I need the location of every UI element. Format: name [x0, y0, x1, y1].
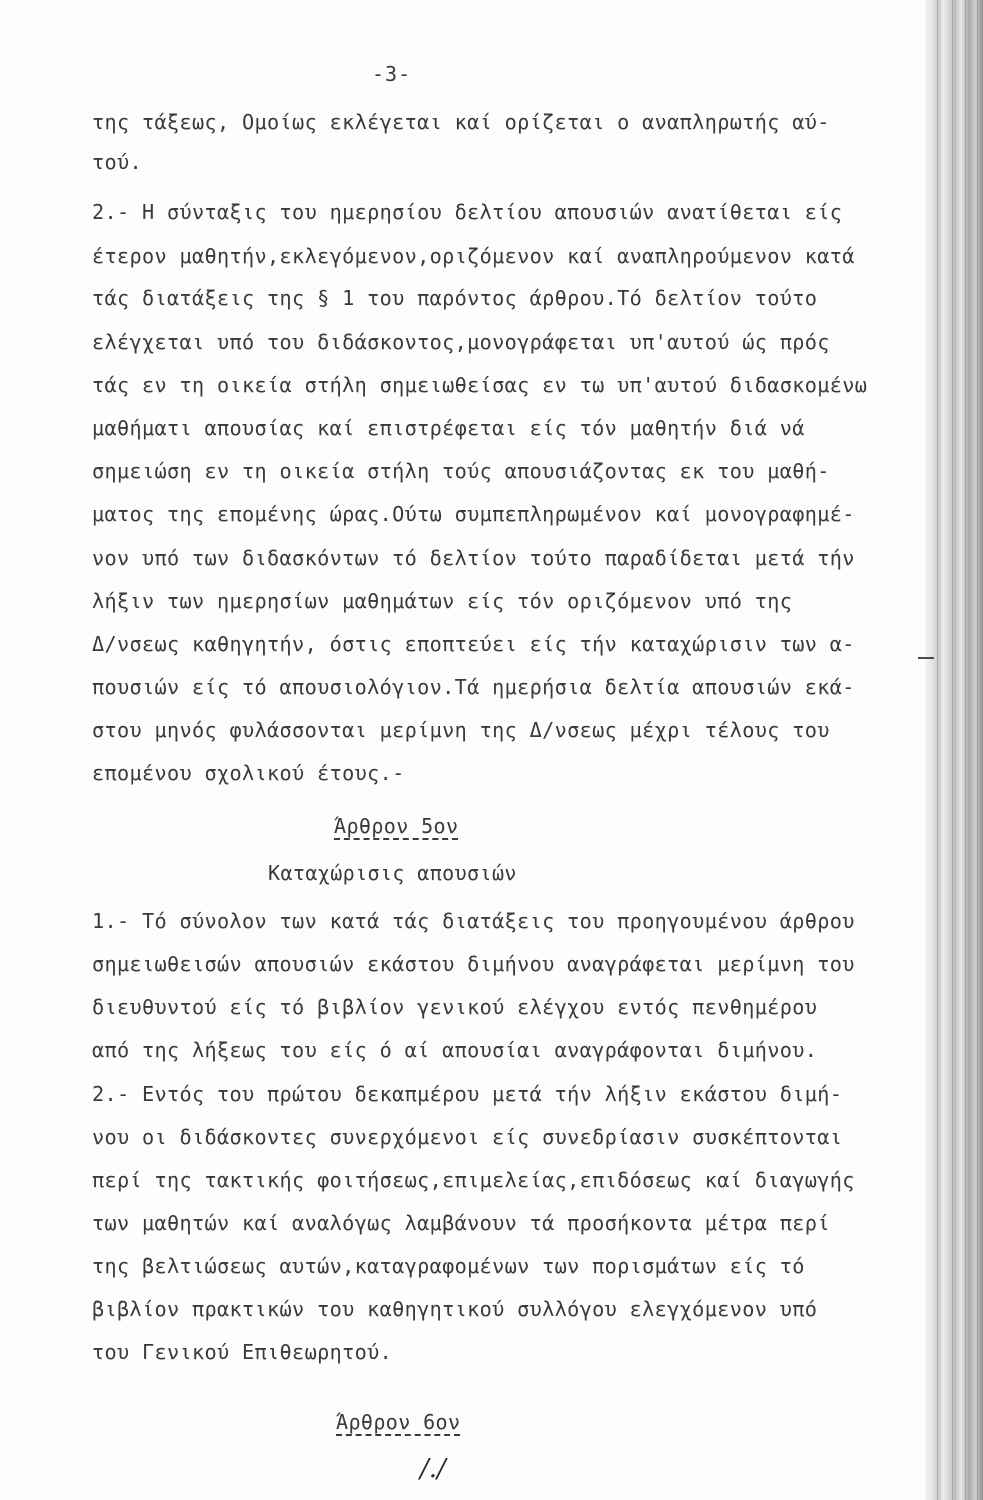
text-line: της βελτιώσεως αυτών,καταγραφομένων των πορισμάτων είς τό [92, 1254, 805, 1278]
text-line: σημειωθεισών απουσιών εκάστου διμήνου αναγράφεται μερίμνη του [92, 952, 855, 976]
binding-line [952, 0, 953, 1500]
text-line: 1.- Τό σύνολον των κατά τάς διατάξεις του προηγουμένου άρθρου [92, 909, 855, 933]
binding-line [977, 0, 978, 1500]
binding-line [937, 0, 938, 1500]
text-line: περί της τακτικής φοιτήσεως,επιμελείας,επιδόσεως καί διαγωγής [92, 1168, 855, 1192]
text-line: σημειώση εν τη οικεία στήλη τούς απουσιάζοντας εκ του μαθή- [92, 459, 830, 483]
text-line: έτερον μαθητήν,εκλεγόμενον,οριζόμενον καί αναπληρούμενον κατά [92, 244, 855, 268]
text-line: βιβλίον πρακτικών του καθηγητικού συλλόγου ελεγχόμενον υπό [92, 1297, 818, 1321]
text-line: νου οι διδάσκοντες συνερχόμενοι είς συνεδρίασιν συσκέπτονται [92, 1125, 843, 1149]
text-line: ελέγχεται υπό του διδάσκοντος,μονογράφεται υπ'αυτού ώς πρός [92, 330, 830, 354]
text-line: ματος της επομένης ώρας.Ούτω συμπεπληρωμένον καί μονογραφημέ- [92, 502, 855, 526]
binding-edge [925, 0, 983, 1500]
text-line: επομένου σχολικού έτους.- [92, 761, 405, 785]
article-5-heading: Άρθρον 5ον [334, 814, 459, 838]
text-line: 2.- Εντός του πρώτου δεκαπμέρου μετά τήν λήξιν εκάστου διμή- [92, 1082, 843, 1106]
text-line: τάς διατάξεις της § 1 του παρόντος άρθρου.Τό δελτίον τούτο [92, 286, 818, 310]
text-line: λήξιν των ημερησίων μαθημάτων είς τόν οριζόμενον υπό της [92, 589, 793, 613]
text-line: μαθήματι απουσίας καί επιστρέφεται είς τόν μαθητήν διά νά [92, 416, 805, 440]
page-number: -3- [372, 62, 412, 86]
text-line: διευθυντού είς τό βιβλίον γενικού ελέγχου εντός πενθημέρου [92, 995, 818, 1019]
article-6-heading: Άρθρον 6ον [336, 1410, 461, 1434]
text-line: Δ/νσεως καθηγητήν, όστις εποπτεύει είς τήν καταχώρισιν των α- [92, 632, 855, 656]
text-line: των μαθητών καί αναλόγως λαμβάνουν τά προσήκοντα μέτρα περί [92, 1211, 830, 1235]
text-line: τάς εν τη οικεία στήλη σημειωθείσας εν τω υπ'αυτού διδασκομένω [92, 373, 868, 397]
binding-line [965, 0, 966, 1500]
footer-mark: /./ [420, 1454, 446, 1484]
text-line: του Γενικού Επιθεωρητού. [92, 1340, 393, 1364]
body-text [92, 0, 912, 1500]
text-line: πουσιών είς τό απουσιολόγιον.Τά ημερήσια δελτία απουσιών εκά- [92, 675, 855, 699]
text-line: 2.- Η σύνταξις του ημερησίου δελτίου απουσιών ανατίθεται είς [92, 200, 843, 224]
text-line: της τάξεως, Ομοίως εκλέγεται καί ορίζεται ο αναπληρωτής αύ- [92, 110, 830, 134]
article-5-subheading: Καταχώρισις απουσιών [268, 861, 517, 885]
text-line: τού. [92, 150, 143, 174]
text-line: από της λήξεως του είς ό αί απουσίαι αναγράφονται διμήνου. [92, 1038, 818, 1062]
margin-mark [918, 657, 934, 659]
text-line: νον υπό των διδασκόντων τό δελτίον τούτο παραδίδεται μετά τήν [92, 546, 855, 570]
text-line: στου μηνός φυλάσσονται μερίμνη της Δ/νσεως μέχρι τέλους του [92, 718, 830, 742]
